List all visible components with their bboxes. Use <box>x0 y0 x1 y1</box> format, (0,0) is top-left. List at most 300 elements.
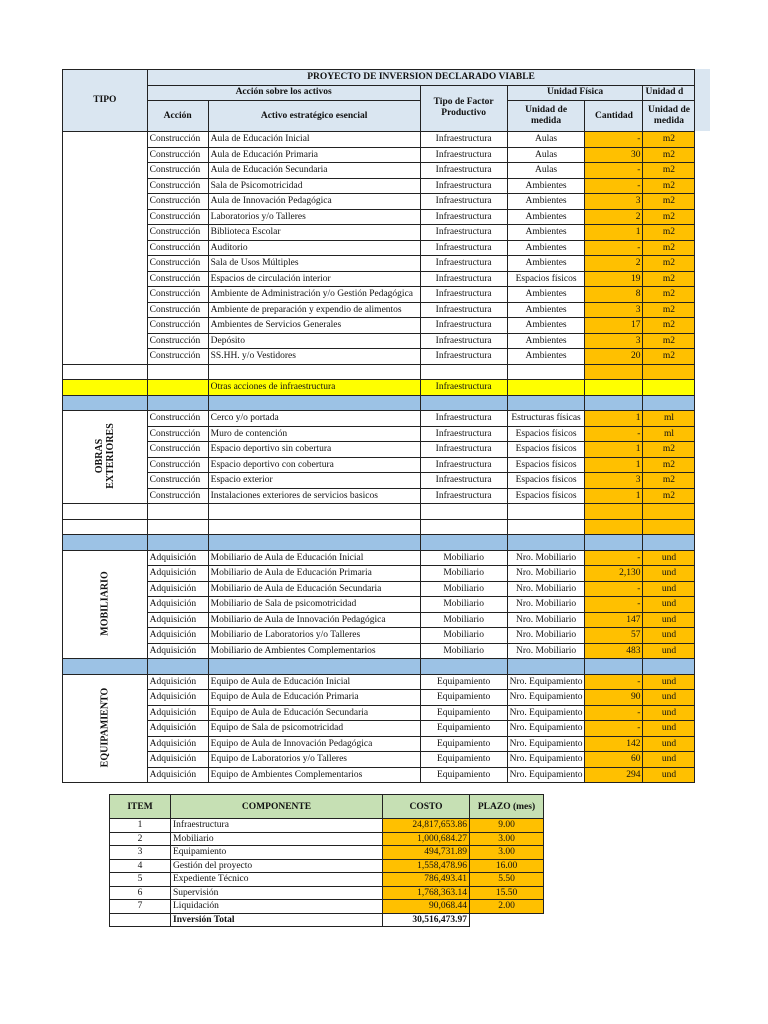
componente-cell: Expediente Técnico <box>171 873 383 887</box>
empty-cell <box>643 535 695 551</box>
item-cell: 7 <box>110 900 171 914</box>
empty-cell <box>147 519 208 535</box>
empty-cell <box>585 519 643 535</box>
costo-cell: 1,000,684.27 <box>383 832 470 846</box>
table-row <box>63 473 695 489</box>
accion-cell: Adquisición <box>147 752 208 768</box>
costo-cell: 494,731.89 <box>383 846 470 860</box>
factor-cell: Infraestructura <box>420 411 507 427</box>
unidad-cell: Ambientes <box>507 287 585 303</box>
unidad-cell: Espacios físicos <box>507 271 585 287</box>
accion-cell: Construcción <box>147 488 208 504</box>
accion-cell: Construcción <box>147 426 208 442</box>
empty-cell <box>470 913 544 927</box>
unidad-cell: Nro. Equipamiento <box>507 705 585 721</box>
costo-cell: 786,493.41 <box>383 873 470 887</box>
factor-cell: Infraestructura <box>420 302 507 318</box>
activo-cell: Espacios de circulación interior <box>208 271 420 287</box>
unidad2-cell: m2 <box>643 488 695 504</box>
unidad2-cell: m2 <box>643 256 695 272</box>
unidad-cell: Ambientes <box>507 178 585 194</box>
activo-cell: Aula de Educación Secundaria <box>208 163 420 179</box>
factor-cell: Infraestructura <box>420 457 507 473</box>
factor-cell: Mobiliario <box>420 581 507 597</box>
otras-activo-cell: Otras acciones de infraestructura <box>208 380 420 396</box>
unidad-cell: Ambientes <box>507 209 585 225</box>
unidad2-cell: m2 <box>643 287 695 303</box>
empty-cell <box>420 659 507 675</box>
factor-cell: Equipamiento <box>420 767 507 783</box>
plazo-cell: 3.00 <box>470 846 544 860</box>
unidad-cell: Nro. Mobiliario <box>507 612 585 628</box>
table-row <box>63 597 695 613</box>
unidad-cell: Nro. Equipamiento <box>507 674 585 690</box>
cantidad-cell: - <box>585 426 643 442</box>
empty-cell <box>643 380 695 396</box>
unidad2-cell: m2 <box>643 271 695 287</box>
empty-cell <box>585 659 643 675</box>
unidad2-cell: und <box>643 736 695 752</box>
cantidad-cell: 17 <box>585 318 643 334</box>
unidad-cell: Nro. Equipamiento <box>507 736 585 752</box>
empty-cell <box>507 504 585 520</box>
unidad-cell: Ambientes <box>507 240 585 256</box>
activo-cell: Biblioteca Escolar <box>208 225 420 241</box>
table-row <box>110 900 544 914</box>
factor-cell: Equipamiento <box>420 752 507 768</box>
factor-cell: Mobiliario <box>420 612 507 628</box>
plazo-cell: 15.50 <box>470 886 544 900</box>
table-row <box>63 705 695 721</box>
costo-cell: 24,817,653.86 <box>383 819 470 833</box>
cantidad-cell: - <box>585 163 643 179</box>
empty-cell <box>208 519 420 535</box>
componente-cell: Gestión del proyecto <box>171 859 383 873</box>
table-row <box>63 178 695 194</box>
cantidad-cell: 142 <box>585 736 643 752</box>
cantidad-cell: 2,130 <box>585 566 643 582</box>
factor-cell: Equipamiento <box>420 721 507 737</box>
unidad2-cell: m2 <box>643 302 695 318</box>
cantidad-header: Cantidad <box>585 101 643 132</box>
table-row <box>63 271 695 287</box>
table-row <box>110 832 544 846</box>
factor-cell: Infraestructura <box>420 426 507 442</box>
cantidad-cell: - <box>585 674 643 690</box>
table-row <box>110 886 544 900</box>
factor-cell: Infraestructura <box>420 318 507 334</box>
group-label-cell <box>63 674 148 783</box>
factor-cell: Infraestructura <box>420 240 507 256</box>
empty-cell <box>147 364 208 380</box>
costo-header: COSTO <box>383 795 470 819</box>
cantidad-cell: - <box>585 550 643 566</box>
unidad2-cell: und <box>643 566 695 582</box>
tipo-header: TIPO <box>63 70 148 132</box>
accion-cell: Construcción <box>147 178 208 194</box>
accion-cell: Adquisición <box>147 736 208 752</box>
factor-cell: Equipamiento <box>420 736 507 752</box>
table-row <box>63 225 695 241</box>
table-row <box>63 194 695 210</box>
unidad2-cell: m2 <box>643 473 695 489</box>
empty-cell <box>420 535 507 551</box>
cantidad-cell: 90 <box>585 690 643 706</box>
unidad2-cell: m2 <box>643 349 695 365</box>
table-row <box>63 659 695 675</box>
componente-cell: Supervisión <box>171 886 383 900</box>
activo-cell: Espacio deportivo con cobertura <box>208 457 420 473</box>
unidad-cell: Nro. Equipamiento <box>507 767 585 783</box>
accion-cell: Construcción <box>147 256 208 272</box>
cantidad-cell: 2 <box>585 256 643 272</box>
plazo-cell: 16.00 <box>470 859 544 873</box>
activo-cell: Mobiliario de Sala de psicomotricidad <box>208 597 420 613</box>
investment-table <box>62 69 695 783</box>
empty-cell <box>585 380 643 396</box>
unidad2-cell: und <box>643 705 695 721</box>
activo-cell: Laboratorios y/o Talleres <box>208 209 420 225</box>
factor-cell: Mobiliario <box>420 628 507 644</box>
table-row <box>63 643 695 659</box>
unidad2-cell: m2 <box>643 240 695 256</box>
item-cell: 3 <box>110 846 171 860</box>
unidad2-cell: m2 <box>643 209 695 225</box>
activo-cell: Equipo de Laboratorios y/o Talleres <box>208 752 420 768</box>
unidad-cell: Nro. Mobiliario <box>507 628 585 644</box>
table-row <box>63 628 695 644</box>
unidad2-cell: und <box>643 752 695 768</box>
cantidad-cell: 1 <box>585 411 643 427</box>
activo-cell: Equipo de Aula de Educación Secundaria <box>208 705 420 721</box>
activo-cell: Mobiliario de Laboratorios y/o Talleres <box>208 628 420 644</box>
accion-cell: Adquisición <box>147 643 208 659</box>
plazo-cell: 2.00 <box>470 900 544 914</box>
accion-cell: Adquisición <box>147 550 208 566</box>
empty-cell <box>643 659 695 675</box>
cantidad-cell: 1 <box>585 442 643 458</box>
group-label: OBRAS EXTERIORES <box>93 423 116 489</box>
unidad2-cell: m2 <box>643 457 695 473</box>
cantidad-cell: 19 <box>585 271 643 287</box>
empty-cell <box>643 364 695 380</box>
unidad2-cell: m2 <box>643 194 695 210</box>
empty-cell <box>585 535 643 551</box>
unidad-cell: Espacios físicos <box>507 473 585 489</box>
activo-cell: Equipo de Sala de psicomotricidad <box>208 721 420 737</box>
unidad-cell: Espacios físicos <box>507 488 585 504</box>
accion-cell: Construcción <box>147 349 208 365</box>
activo-cell: Mobiliario de Aula de Educación Secundaria <box>208 581 420 597</box>
factor-cell: Infraestructura <box>420 225 507 241</box>
unidad-d-header: Unidad d <box>643 85 695 101</box>
group-label-cell <box>63 550 148 659</box>
table-row <box>63 752 695 768</box>
unidad-cell: Aulas <box>507 147 585 163</box>
accion-cell: Adquisición <box>147 690 208 706</box>
empty-cell <box>147 659 208 675</box>
factor-cell: Infraestructura <box>420 256 507 272</box>
cantidad-cell: 3 <box>585 473 643 489</box>
empty-cell <box>63 364 148 380</box>
cantidad-cell: 1 <box>585 457 643 473</box>
unidad2-cell: und <box>643 581 695 597</box>
activo-cell: Ambientes de Servicios Generales <box>208 318 420 334</box>
cantidad-cell: - <box>585 132 643 148</box>
empty-cell <box>208 504 420 520</box>
factor-cell: Infraestructura <box>420 349 507 365</box>
unidad-cell: Estructuras físicas <box>507 411 585 427</box>
unidad2-cell: m2 <box>643 333 695 349</box>
empty-cell <box>208 535 420 551</box>
group-label: MOBILIARIO <box>99 571 111 636</box>
empty-cell <box>147 380 208 396</box>
table-row <box>63 504 695 520</box>
item-cell: 5 <box>110 873 171 887</box>
unidad2-cell: und <box>643 690 695 706</box>
activo-cell: Ambiente de Administración y/o Gestión Pedagógica <box>208 287 420 303</box>
accion-cell: Construcción <box>147 318 208 334</box>
plazo-header: PLAZO (mes) <box>470 795 544 819</box>
empty-cell <box>208 395 420 411</box>
table-row <box>63 349 695 365</box>
table-row <box>63 364 695 380</box>
cantidad-cell: - <box>585 721 643 737</box>
unidad-cell: Aulas <box>507 163 585 179</box>
accion-cell: Construcción <box>147 209 208 225</box>
factor-cell: Infraestructura <box>420 178 507 194</box>
tipo-factor-header: Tipo de Factor Productivo <box>420 85 507 132</box>
empty-cell <box>420 395 507 411</box>
unidad2-cell: und <box>643 643 695 659</box>
unidad-cell: Ambientes <box>507 256 585 272</box>
accion-cell: Construcción <box>147 132 208 148</box>
accion-cell: Construcción <box>147 163 208 179</box>
unidad-cell: Nro. Mobiliario <box>507 550 585 566</box>
table-row <box>63 333 695 349</box>
table-row <box>63 256 695 272</box>
accion-cell: Adquisición <box>147 767 208 783</box>
cantidad-cell: 294 <box>585 767 643 783</box>
unidad2-cell: ml <box>643 411 695 427</box>
activo-cell: Equipo de Aula de Educación Primaria <box>208 690 420 706</box>
cantidad-cell: 3 <box>585 302 643 318</box>
table-row <box>63 566 695 582</box>
unidad2-cell: m2 <box>643 225 695 241</box>
unidad-cell: Nro. Mobiliario <box>507 566 585 582</box>
table-row <box>63 488 695 504</box>
activo-cell: Aula de Educación Inicial <box>208 132 420 148</box>
cantidad-cell: - <box>585 705 643 721</box>
unidad2-cell: und <box>643 674 695 690</box>
activo-cell: Depósito <box>208 333 420 349</box>
empty-cell <box>420 504 507 520</box>
factor-cell: Infraestructura <box>420 163 507 179</box>
activo-header: Activo estratégico esencial <box>208 101 420 132</box>
componente-header: COMPONENTE <box>171 795 383 819</box>
factor-cell: Infraestructura <box>420 287 507 303</box>
cantidad-cell: 20 <box>585 349 643 365</box>
costo-cell: 1,558,478.96 <box>383 859 470 873</box>
unidad-cell: Nro. Equipamiento <box>507 690 585 706</box>
empty-cell <box>147 395 208 411</box>
cantidad-cell: 483 <box>585 643 643 659</box>
empty-cell <box>507 519 585 535</box>
empty-cell <box>420 364 507 380</box>
table-row <box>110 859 544 873</box>
activo-cell: Ambiente de preparación y expendio de alimentos <box>208 302 420 318</box>
unidad-cell: Ambientes <box>507 194 585 210</box>
table-row <box>63 426 695 442</box>
accion-cell: Construcción <box>147 473 208 489</box>
empty-cell <box>63 395 148 411</box>
unidad2-cell: und <box>643 612 695 628</box>
unidad-medida2-header: Unidad de medida <box>643 101 695 132</box>
table-row <box>63 132 695 148</box>
table-row <box>63 240 695 256</box>
componente-cell: Mobiliario <box>171 832 383 846</box>
table-row <box>63 318 695 334</box>
group-label-cell <box>63 132 148 365</box>
total-label: Inversión Total <box>171 913 383 927</box>
unidad2-cell: ml <box>643 426 695 442</box>
accion-cell: Construcción <box>147 457 208 473</box>
accion-cell: Construcción <box>147 194 208 210</box>
accion-cell: Construcción <box>147 225 208 241</box>
unidad-cell: Aulas <box>507 132 585 148</box>
factor-cell: Infraestructura <box>420 132 507 148</box>
accion-cell: Adquisición <box>147 566 208 582</box>
unidad-cell: Ambientes <box>507 302 585 318</box>
unidad2-cell: und <box>643 721 695 737</box>
cantidad-cell: 1 <box>585 225 643 241</box>
activo-cell: Sala de Usos Múltiples <box>208 256 420 272</box>
activo-cell: SS.HH. y/o Vestidores <box>208 349 420 365</box>
empty-cell <box>63 504 148 520</box>
item-cell: 2 <box>110 832 171 846</box>
cantidad-cell: 1 <box>585 488 643 504</box>
accion-cell: Adquisición <box>147 674 208 690</box>
accion-cell: Construcción <box>147 442 208 458</box>
factor-cell: Equipamiento <box>420 674 507 690</box>
factor-cell: Infraestructura <box>420 194 507 210</box>
group-label-cell <box>63 411 148 504</box>
empty-cell <box>147 504 208 520</box>
accion-cell: Construcción <box>147 240 208 256</box>
unidad2-cell: und <box>643 597 695 613</box>
unidad2-cell: und <box>643 628 695 644</box>
factor-cell: Infraestructura <box>420 473 507 489</box>
accion-cell: Adquisición <box>147 721 208 737</box>
componente-cell: Infraestructura <box>171 819 383 833</box>
empty-cell <box>110 913 171 927</box>
cantidad-cell: 8 <box>585 287 643 303</box>
summary-table <box>109 794 544 927</box>
factor-cell: Infraestructura <box>420 271 507 287</box>
total-costo: 30,516,473.97 <box>383 913 470 927</box>
activo-cell: Sala de Psicomotricidad <box>208 178 420 194</box>
unidad2-cell: und <box>643 550 695 566</box>
activo-cell: Instalaciones exteriores de servicios basicos <box>208 488 420 504</box>
empty-cell <box>643 519 695 535</box>
empty-cell <box>208 364 420 380</box>
empty-cell <box>63 519 148 535</box>
factor-cell: Mobiliario <box>420 550 507 566</box>
empty-cell <box>63 380 148 396</box>
cantidad-cell: 2 <box>585 209 643 225</box>
table-row <box>63 147 695 163</box>
empty-cell <box>507 535 585 551</box>
unidad-cell: Espacios físicos <box>507 442 585 458</box>
table-row <box>63 457 695 473</box>
empty-cell <box>147 535 208 551</box>
unidad-fisica-header: Unidad Física <box>507 85 643 101</box>
accion-cell: Adquisición <box>147 705 208 721</box>
table-row <box>110 846 544 860</box>
project-title: PROYECTO DE INVERSION DECLARADO VIABLE <box>147 70 695 86</box>
activo-cell: Muro de contención <box>208 426 420 442</box>
activo-cell: Equipo de Ambientes Complementarios <box>208 767 420 783</box>
table-row <box>63 163 695 179</box>
unidad-cell: Nro. Equipamiento <box>507 752 585 768</box>
unidad-cell: Espacios físicos <box>507 426 585 442</box>
activo-cell: Aula de Innovación Pedagógica <box>208 194 420 210</box>
factor-cell: Infraestructura <box>420 209 507 225</box>
item-header: ITEM <box>110 795 171 819</box>
accion-header: Acción <box>147 101 208 132</box>
table-row <box>110 873 544 887</box>
group-label: EQUIPAMIENTO <box>99 687 111 768</box>
table-row <box>63 767 695 783</box>
empty-cell <box>420 519 507 535</box>
accion-activos-header: Acción sobre los activos <box>147 85 420 101</box>
factor-cell: Mobiliario <box>420 643 507 659</box>
unidad2-cell: m2 <box>643 442 695 458</box>
table-row <box>63 736 695 752</box>
factor-cell: Infraestructura <box>420 488 507 504</box>
cantidad-cell: 60 <box>585 752 643 768</box>
unidad-cell: Espacios físicos <box>507 457 585 473</box>
factor-cell: Equipamiento <box>420 690 507 706</box>
activo-cell: Equipo de Aula de Innovación Pedagógica <box>208 736 420 752</box>
table-row <box>63 581 695 597</box>
activo-cell: Mobiliario de Ambientes Complementarios <box>208 643 420 659</box>
unidad2-cell: m2 <box>643 178 695 194</box>
plazo-cell: 3.00 <box>470 832 544 846</box>
unidad2-cell: m2 <box>643 163 695 179</box>
otras-factor-cell: Infraestructura <box>420 380 507 396</box>
table-row <box>63 535 695 551</box>
unidad2-cell: m2 <box>643 132 695 148</box>
cantidad-cell: 57 <box>585 628 643 644</box>
unidad-cell: Nro. Mobiliario <box>507 643 585 659</box>
factor-cell: Mobiliario <box>420 566 507 582</box>
activo-cell: Equipo de Aula de Educación Inicial <box>208 674 420 690</box>
factor-cell: Infraestructura <box>420 147 507 163</box>
unidad-cell: Nro. Mobiliario <box>507 581 585 597</box>
table-row <box>63 519 695 535</box>
empty-cell <box>507 395 585 411</box>
componente-cell: Liquidación <box>171 900 383 914</box>
unidad-cell: Nro. Mobiliario <box>507 597 585 613</box>
accion-cell: Construcción <box>147 411 208 427</box>
activo-cell: Aula de Educación Primaria <box>208 147 420 163</box>
componente-cell: Equipamiento <box>171 846 383 860</box>
unidad-medida-header: Unidad de medida <box>507 101 585 132</box>
activo-cell: Mobiliario de Aula de Educación Primaria <box>208 566 420 582</box>
table-row <box>63 612 695 628</box>
costo-cell: 1,768,363.14 <box>383 886 470 900</box>
